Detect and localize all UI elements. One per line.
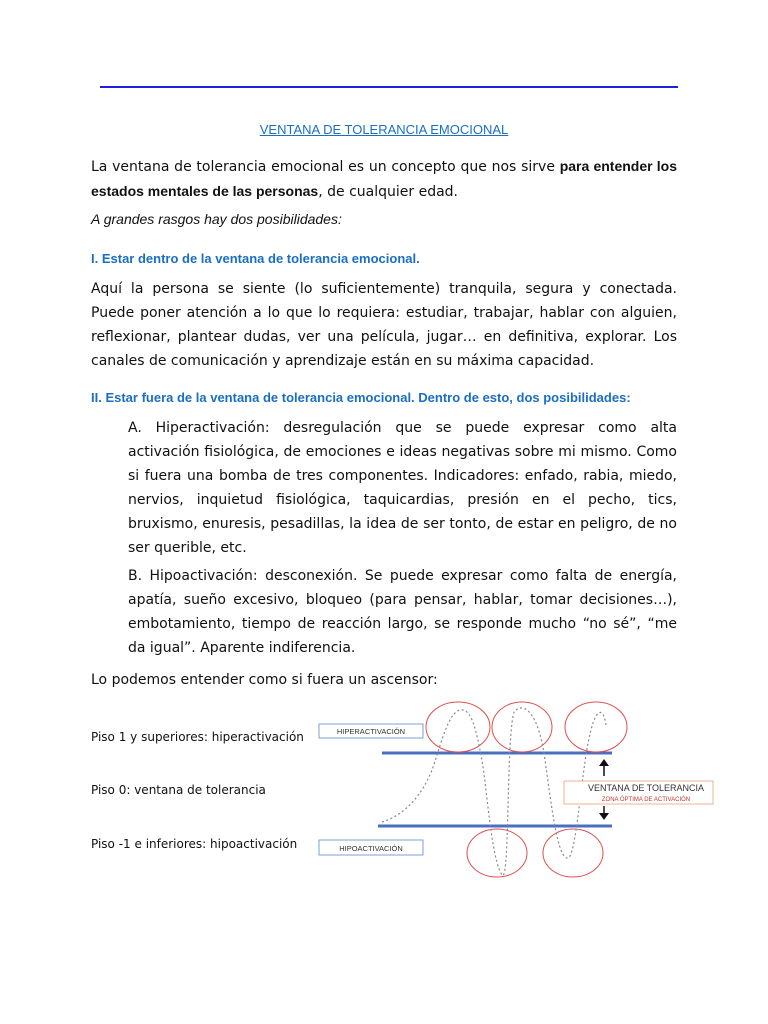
trough-circle-1 bbox=[467, 829, 527, 877]
floor-0-label: Piso 0: ventana de tolerancia bbox=[91, 783, 266, 797]
intro-text-1: La ventana de tolerancia emocional es un concepto que nos sirve bbox=[91, 159, 560, 175]
window-label: VENTANA DE TOLERANCIA bbox=[587, 783, 705, 793]
intro-bold: para entender los estados mentales de las personas bbox=[91, 158, 677, 199]
section2-item-b: B. Hipoactivación: desconexión. Se puede expresar como falta de energía, apatía, sueño excesivo, bloqueo (para pensar, hablar, tomar decisiones…), embotamiento, tiempo de reacción largo, se responde mucho “no sé”, “me da igual”. Aparente indiferencia. bbox=[128, 568, 677, 656]
subtitle: A grandes rasgos hay dos posibilidades: bbox=[91, 211, 342, 227]
section2-heading: II. Estar fuera de la ventana de tolerancia emocional. Dentro de esto, dos posibilidades: bbox=[91, 390, 631, 405]
section2-item-a: A. Hiperactivación: desregulación que se puede expresar como alta activación fisiológica, de emociones e ideas negativas sobre mi mismo. Como si fuera una bomba de tres componentes. Indicadores: enfado, rabia, miedo, nervios, inquietud fisiológica, taquicardias, presión en el pecho, tics, bruxismo, enuresis, pesadillas, la idea de ser tonto, de estar en peligro, de no ser querible, etc. bbox=[128, 420, 677, 556]
document-title: VENTANA DE TOLERANCIA EMOCIONAL bbox=[259, 122, 509, 137]
peak-circle-1 bbox=[426, 702, 490, 752]
elevator-intro: Lo podemos entender como si fuera un ascensor: bbox=[91, 672, 438, 688]
section1-body: Aquí la persona se siente (lo suficientemente) tranquila, segura y conectada. Puede poner atención a lo que lo requiera: estudiar, trabajar, hablar con alguien, reflexionar, plantear dudas, ver una película, jugar… en definitiva, explorar. Los canales de comunicación y aprendizaje están en su máxima capacidad. bbox=[91, 281, 677, 369]
hypo-label: HIPOACTIVACIÓN bbox=[339, 844, 403, 853]
intro-text-2: , de cualquier edad. bbox=[318, 184, 458, 200]
arrow-up-icon bbox=[599, 759, 609, 766]
peak-circle-3 bbox=[565, 702, 627, 752]
hyper-label: HIPERACTIVACIÓN bbox=[336, 727, 406, 736]
window-sublabel: ZONA ÓPTIMA DE ACTIVACIÓN bbox=[601, 797, 691, 803]
floor-1-label: Piso 1 y superiores: hiperactivación bbox=[91, 730, 304, 744]
trough-circle-2 bbox=[543, 829, 603, 877]
section1-heading: I. Estar dentro de la ventana de tolerancia emocional. bbox=[91, 251, 420, 266]
arrow-down-icon bbox=[599, 813, 609, 820]
floor-minus1-label: Piso -1 e inferiores: hipoactivación bbox=[91, 837, 298, 851]
